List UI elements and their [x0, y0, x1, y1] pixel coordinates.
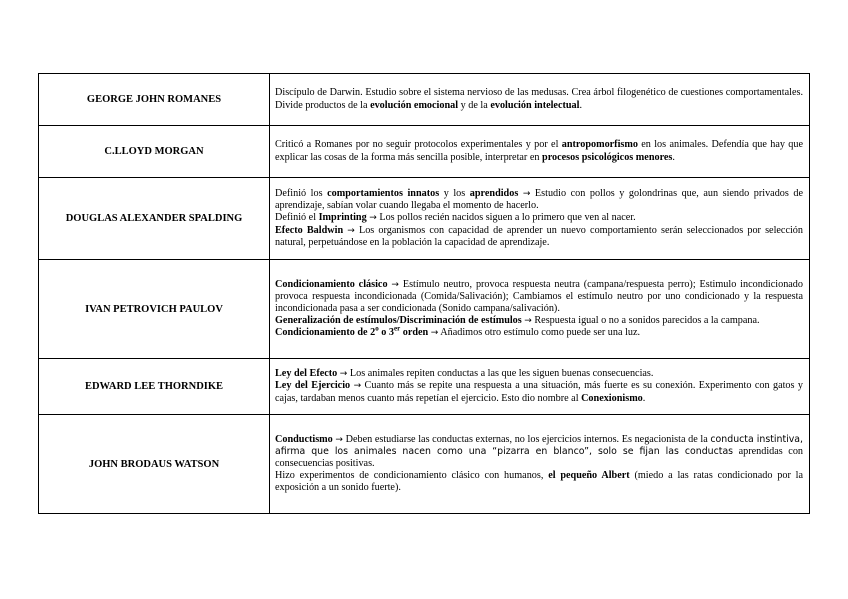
text-span: conducta instintiva, afirma que los animales nacen como una “pizarra en blanco”, solo se fijan las conductas — [275, 433, 803, 457]
text-span: Criticó a Romanes por no seguir protocolos experimentales y por el — [275, 139, 562, 151]
bold-term: Ley del Ejercicio — [275, 380, 351, 392]
bold-term: comportamientos innatos — [327, 188, 440, 200]
superscript: er — [393, 324, 401, 333]
text-span: Condicionamiento de 2 — [275, 327, 376, 339]
author-description — [270, 178, 810, 260]
author-name: EDWARD LEE THORNDIKE — [39, 359, 270, 415]
text-span: Los organismos con capacidad de aprender un nuevo comportamiento serán seleccionados por selección natural, perpetuándose en la población la capacidad de aprendizaje. — [275, 224, 803, 248]
text-span: Respuesta igual o no a sonidos parecidos a la campana. — [531, 315, 760, 327]
text-span: y de la — [458, 99, 491, 111]
text-span: Hizo experimentos de condicionamiento clásico con humanos, — [275, 470, 549, 482]
author-name: IVAN PETROVICH PAULOV — [39, 260, 270, 359]
bold-term: evolución emocional — [370, 99, 459, 111]
author-name: DOUGLAS ALEXANDER SPALDING — [39, 178, 270, 260]
text-span: (miedo a las ratas condicionado por la exposición a un sonido fuerte). — [275, 470, 803, 494]
text-span: Definió el — [275, 212, 319, 224]
text-span: Añadimos otro estímulo como puede ser una luz. — [438, 327, 641, 339]
text-span: . — [672, 151, 675, 163]
bold-term: aprendidos — [469, 188, 519, 200]
text-span: Estímulo neutro, provoca respuesta neutra (campana/respuesta perro); Estimulo incondicionado provoca respuesta incondicionada (Comida/Salivación); Cambiamos el estímulo neutro por uno condicionado y la respuesta incondicionada pasa a ser condicionada (Sonido campana/salivación). — [275, 278, 803, 314]
author-name: C.LLOYD MORGAN — [39, 126, 270, 178]
bold-term: Generalización de estímulos/Discriminación de estímulos — [275, 315, 522, 327]
author-description — [270, 260, 810, 359]
bold-term: procesos psicológicos menores — [542, 151, 673, 163]
arrow-icon: → — [369, 213, 377, 224]
table-row — [39, 415, 810, 514]
author-description — [270, 415, 810, 514]
arrow-icon: → — [391, 279, 399, 290]
author-description — [270, 74, 810, 126]
text-span: Discípulo de Darwin. Estudio sobre el sistema nervioso de las medusas. Crea árbol filogenético de cuestiones comportamentales. Divide productos de la — [275, 87, 803, 111]
bold-term: antropomorfismo — [561, 139, 638, 151]
table-row — [39, 74, 810, 126]
table-row — [39, 260, 810, 359]
text-span: Los animales repiten conductas a las que les siguen buenas consecuencias. — [347, 368, 654, 380]
text-span: Deben estudiarse las conductas externas, no los ejercicios internos. Es negacionista de la — [342, 433, 711, 445]
text-span: . — [579, 99, 583, 111]
bold-term: Imprinting — [318, 212, 367, 224]
author-description — [270, 126, 810, 178]
text-span: Los pollos recién nacidos siguen a lo primero que ven al nacer. — [376, 212, 636, 224]
bold-term — [275, 324, 429, 339]
arrow-icon: → — [430, 328, 439, 339]
text-span: . — [642, 392, 646, 404]
table-row — [39, 178, 810, 260]
text-span: aprendidas con consecuencias positivas. — [275, 445, 804, 469]
bold-term: Conductismo — [275, 433, 333, 445]
author-description — [270, 359, 810, 415]
bold-term: evolución intelectual — [490, 99, 580, 111]
table-row — [39, 126, 810, 178]
text-span: orden — [400, 327, 429, 339]
text-span: Estudio con pollos y golondrinas que, aun siendo privados de aprendizaje, sabían volar cuando llegaba el momento de hacerlo. — [275, 188, 803, 212]
bold-term: Ley del Efecto — [275, 368, 338, 380]
bold-term: Conexionismo — [581, 392, 643, 404]
bold-term: Efecto Baldwin — [275, 224, 344, 236]
text-span: o 3 — [378, 327, 394, 339]
authors-table — [38, 73, 810, 514]
arrow-icon: → — [339, 369, 348, 380]
superscript: o — [375, 324, 379, 333]
text-span: y los — [439, 188, 470, 200]
bold-term: el pequeño Albert — [548, 470, 630, 482]
table-row — [39, 359, 810, 415]
text-span: en los animales. Defendía que hay que explicar las cosas de la forma más sencilla posible, interpretar en — [275, 139, 803, 163]
text-span: Definió los — [275, 188, 328, 200]
text-span: Cuanto más se repite una respuesta a una situación, más fuerte es su conexión. Experimento con gatos y cajas, tardaban menos cuanto más repetían el ejercicio. Esto dio nombre al — [275, 380, 804, 404]
arrow-icon: → — [522, 189, 531, 200]
author-name: JOHN BRODAUS WATSON — [39, 415, 270, 514]
author-name: GEORGE JOHN ROMANES — [39, 74, 270, 126]
arrow-icon: → — [524, 316, 532, 327]
arrow-icon: → — [335, 434, 343, 445]
arrow-icon: → — [353, 381, 362, 392]
arrow-icon: → — [347, 225, 355, 236]
bold-term: Condicionamiento clásico — [275, 278, 388, 290]
